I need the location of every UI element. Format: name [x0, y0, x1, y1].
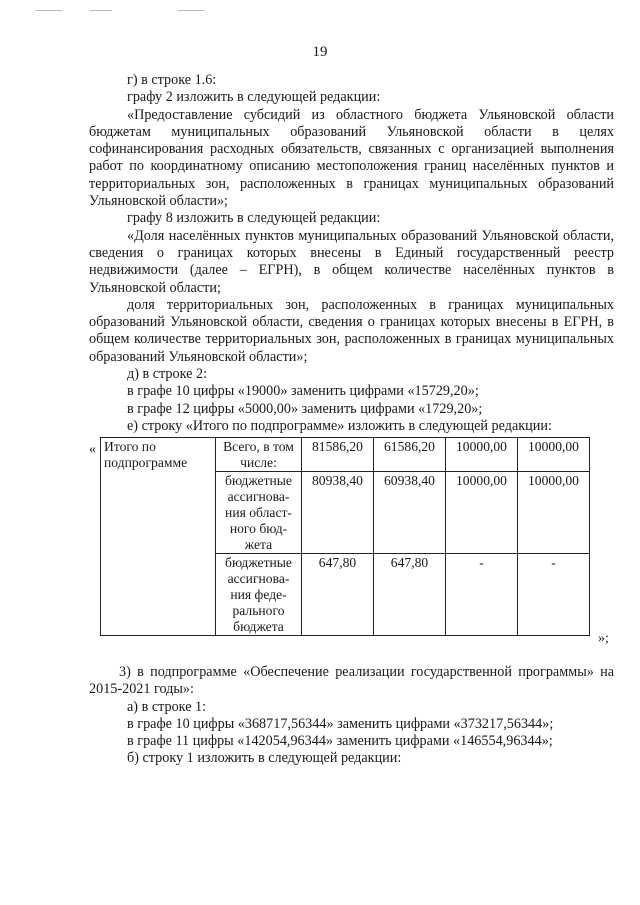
table-cell: - [446, 554, 518, 636]
table-cell: 10000,00 [518, 472, 590, 554]
paragraph: в графе 11 цифры «142054,96344» заменить цифрами «146554,96344»; [127, 733, 553, 750]
table-cell: 647,80 [374, 554, 446, 636]
table-title-cell: Итого по подпрограмме [101, 438, 216, 636]
paragraph: графу 8 изложить в следующей редакции: [127, 210, 381, 227]
amendment-text-top [89, 72, 614, 435]
scan-mark [90, 10, 112, 11]
table-cell: 61586,20 [374, 438, 446, 472]
paragraph: в графе 10 цифры «368717,56344» заменить цифрами «373217,56344»; [127, 715, 554, 732]
table-cell: 647,80 [302, 554, 374, 636]
scan-mark [178, 10, 204, 11]
table-cell: 10000,00 [518, 438, 590, 472]
paragraph: д) в строке 2: [127, 366, 208, 383]
paragraph: «Предоставление субсидий из областного бюджета Ульяновской области бюджетам муниципальных образований Ульяновской области в целях софинансирования расходных обязательств, связанных с организацией выполнения работ по координатному описанию местоположения границ населённых пунктов и территориальных зон, расположенных в границах муниципальных образований Ульяновской области»; [89, 106, 614, 210]
subprogram-total-table [100, 437, 590, 636]
table-cell: 81586,20 [302, 438, 374, 472]
table-quote-open: « [89, 442, 96, 457]
paragraph: б) строку 1 изложить в следующей редакции: [127, 750, 402, 767]
table-cell: - [518, 554, 590, 636]
table-cell: 60938,40 [374, 472, 446, 554]
table-cell: 10000,00 [446, 472, 518, 554]
paragraph: е) строку «Итого по подпрограмме» изложить в следующей редакции: [127, 417, 552, 434]
page-number: 19 [312, 44, 328, 60]
scan-mark [36, 10, 62, 11]
table-row-label: бюджетные ассигнова-ния феде-рального бюджета [216, 554, 302, 636]
table-row [101, 438, 590, 472]
table-quote-close: »; [598, 631, 609, 646]
paragraph: в графе 12 цифры «5000,00» заменить цифрами «1729,20»; [127, 400, 483, 417]
paragraph: а) в строке 1: [127, 698, 207, 715]
paragraph: графу 2 изложить в следующей редакции: [127, 89, 381, 106]
paragraph: «Доля населённых пунктов муниципальных образований Ульяновской области, сведения о границах которых внесены в Единый государственный реестр недвижимости (далее – ЕГРН), в общем количестве населённых пунктов в Ульяновской области; [89, 227, 614, 296]
amendment-text-bottom [89, 664, 614, 768]
table-row-label: Всего, в том числе: [216, 438, 302, 472]
table-cell: 10000,00 [446, 438, 518, 472]
table-cell: 80938,40 [302, 472, 374, 554]
paragraph: г) в строке 1.6: [127, 72, 217, 88]
paragraph: доля территориальных зон, расположенных в границах муниципальных образований Ульяновской области, сведения о границах которых внесены в ЕГРН, в общем количестве территориальных зон, расположенных в границах муниципальных образований Ульяновской области»; [89, 296, 614, 365]
table-row-label: бюджетные ассигнова-ния област-ного бюд-жета [216, 472, 302, 554]
paragraph: в графе 10 цифры «19000» заменить цифрами «15729,20»; [127, 383, 479, 400]
paragraph: 3) в подпрограмме «Обеспечение реализации государственной программы» на 2015-2021 годы»: [89, 664, 614, 698]
